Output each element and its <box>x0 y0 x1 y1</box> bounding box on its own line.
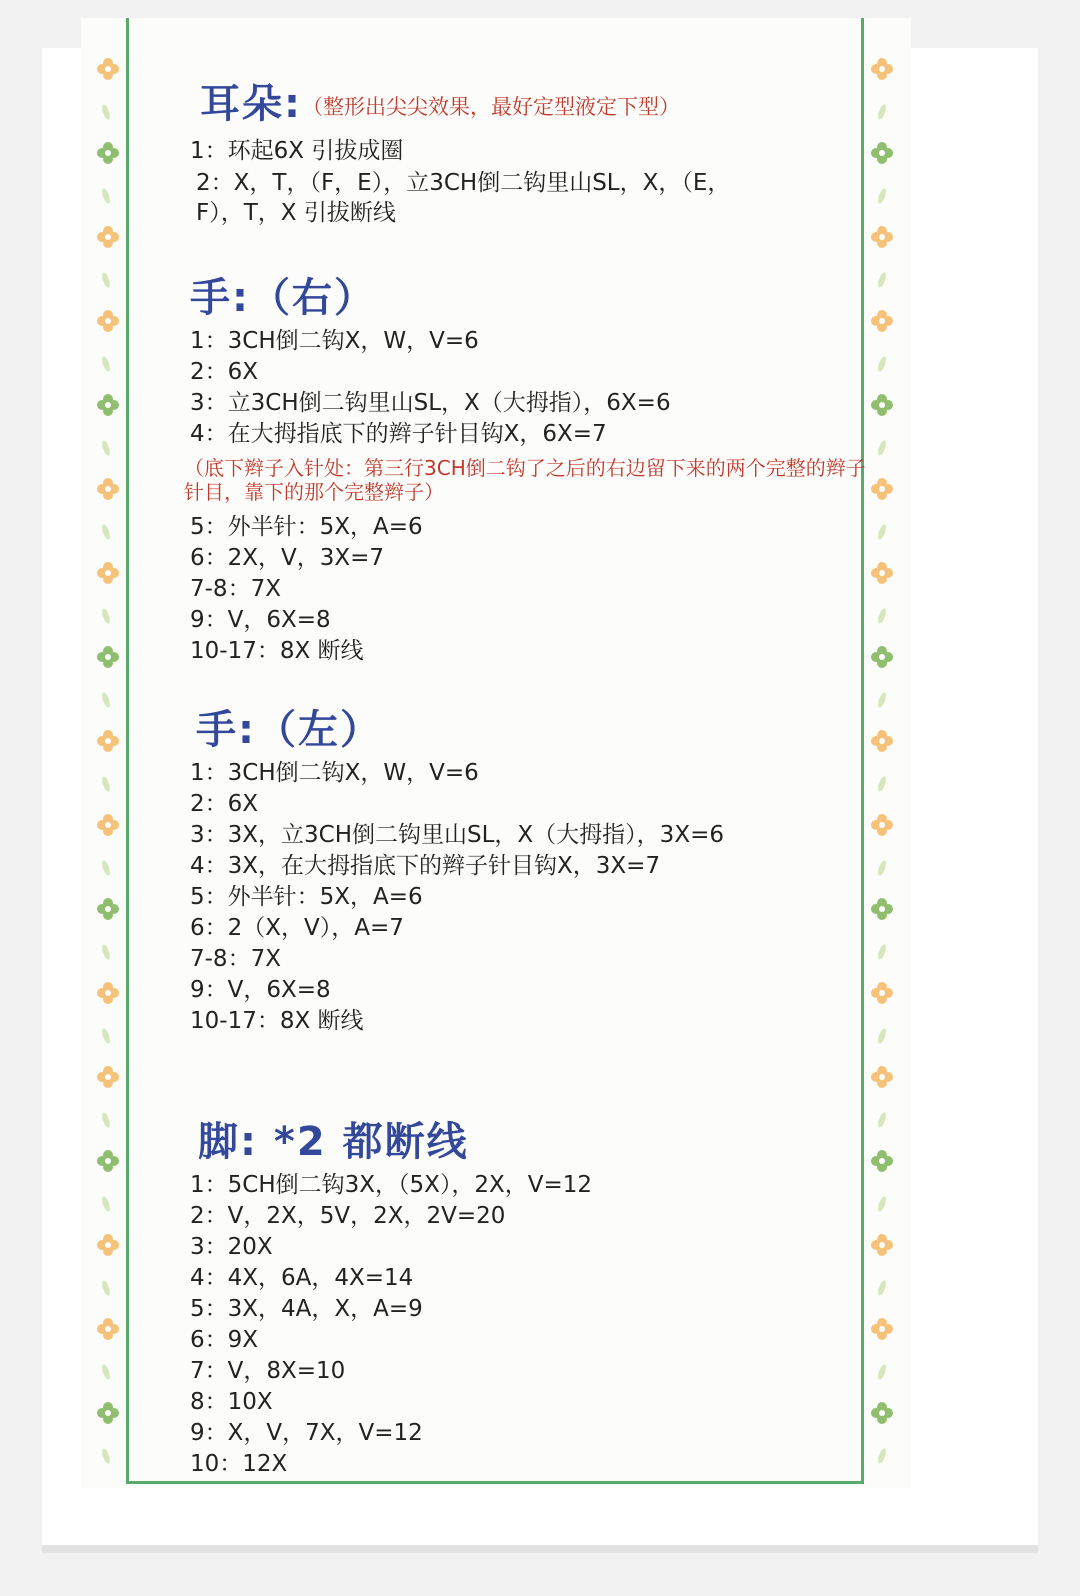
feet-row-3: 3：20X <box>190 1234 273 1260</box>
flower-icon <box>97 58 119 80</box>
leaf-icon <box>876 187 887 204</box>
flower-icon <box>97 730 119 752</box>
leaf-icon <box>100 1363 111 1380</box>
feet-row-10: 10：12X <box>190 1451 288 1477</box>
leaf-icon <box>100 859 111 876</box>
flower-icon <box>97 982 119 1004</box>
leaf-icon <box>876 523 887 540</box>
hand-left-row-3: 3：3X，立3CH倒二钩里山SL，X（大拇指），3X=6 <box>190 822 724 848</box>
flower-icon <box>871 310 893 332</box>
leaf-icon <box>100 1111 111 1128</box>
hand-left-row-9: 10-17：8X 断线 <box>190 1008 364 1034</box>
flower-icon <box>871 646 893 668</box>
feet-row-6: 6：9X <box>190 1327 259 1353</box>
hand-left-heading: 手:（左） <box>196 707 382 753</box>
hand-right-row-3: 3：立3CH倒二钩里山SL，X（大拇指），6X=6 <box>190 390 671 416</box>
ears-note: （整形出尖尖效果，最好定型液定下型） <box>302 95 680 119</box>
leaf-icon <box>876 1447 887 1464</box>
leaf-icon <box>876 691 887 708</box>
flower-icon <box>871 1234 893 1256</box>
flower-icon <box>871 1318 893 1340</box>
leaf-icon <box>876 1363 887 1380</box>
hand-left-row-7: 7-8：7X <box>190 946 281 972</box>
leaf-icon <box>876 439 887 456</box>
flower-icon <box>871 1066 893 1088</box>
leaf-icon <box>100 775 111 792</box>
leaf-icon <box>876 355 887 372</box>
hand-left-row-5: 5：外半针：5X，A=6 <box>190 884 423 910</box>
hand-right-row-8: 9：V，6X=8 <box>190 607 331 633</box>
leaf-icon <box>100 187 111 204</box>
leaf-icon <box>100 355 111 372</box>
ears-row-2: 2：X，T，（F，E），立3CH倒二钩里山SL，X，（E， <box>196 170 731 196</box>
leaf-icon <box>100 691 111 708</box>
leaf-icon <box>876 1111 887 1128</box>
hand-left-row-2: 2：6X <box>190 791 259 817</box>
flower-icon <box>871 730 893 752</box>
flower-icon <box>97 1150 119 1172</box>
hand-right-row-1: 1：3CH倒二钩X，W，V=6 <box>190 328 479 354</box>
hand-left-row-6: 6：2（X，V），A=7 <box>190 915 404 941</box>
flower-icon <box>97 226 119 248</box>
flower-icon <box>871 562 893 584</box>
leaf-icon <box>876 607 887 624</box>
hand-right-row-5: 5：外半针：5X，A=6 <box>190 514 423 540</box>
flower-icon <box>97 1066 119 1088</box>
hand-left-row-1: 1：3CH倒二钩X，W，V=6 <box>190 760 479 786</box>
feet-row-1: 1：5CH倒二钩3X，（5X），2X，V=12 <box>190 1172 593 1198</box>
flower-icon <box>871 982 893 1004</box>
flower-icon <box>97 898 119 920</box>
right-floral-border <box>861 18 911 1488</box>
ears-title: 耳朵: <box>200 81 302 127</box>
hand-right-row-9: 10-17：8X 断线 <box>190 638 364 664</box>
feet-row-5: 5：3X，4A，X，A=9 <box>190 1296 423 1322</box>
hand-right-row-2: 2：6X <box>190 359 259 385</box>
flower-icon <box>871 394 893 416</box>
leaf-icon <box>100 271 111 288</box>
leaf-icon <box>876 859 887 876</box>
flower-icon <box>871 814 893 836</box>
leaf-icon <box>876 1195 887 1212</box>
leaf-icon <box>100 439 111 456</box>
feet-row-2: 2：V，2X，5V，2X，2V=20 <box>190 1203 506 1229</box>
flower-icon <box>871 142 893 164</box>
left-floral-border <box>81 18 131 1488</box>
leaf-icon <box>876 103 887 120</box>
flower-icon <box>97 1402 119 1424</box>
leaf-icon <box>100 607 111 624</box>
leaf-icon <box>876 271 887 288</box>
hand-right-row-6: 6：2X，V，3X=7 <box>190 545 385 571</box>
ears-heading <box>200 72 680 129</box>
leaf-icon <box>876 943 887 960</box>
leaf-icon <box>100 1279 111 1296</box>
leaf-icon <box>876 1027 887 1044</box>
flower-icon <box>97 562 119 584</box>
feet-row-9: 9：X，V，7X，V=12 <box>190 1420 423 1446</box>
flower-icon <box>871 226 893 248</box>
feet-row-4: 4：4X，6A，4X=14 <box>190 1265 414 1291</box>
feet-heading: 脚: *2 都断线 <box>198 1119 469 1165</box>
hand-left-row-8: 9：V，6X=8 <box>190 977 331 1003</box>
hand-right-row-4: 4：在大拇指底下的辫子针目钩X，6X=7 <box>190 421 607 447</box>
hand-left-row-4: 4：3X，在大拇指底下的辫子针目钩X，3X=7 <box>190 853 661 879</box>
flower-icon <box>871 58 893 80</box>
flower-icon <box>97 394 119 416</box>
leaf-icon <box>100 1447 111 1464</box>
leaf-icon <box>100 103 111 120</box>
leaf-icon <box>100 1027 111 1044</box>
flower-icon <box>97 646 119 668</box>
flower-icon <box>871 898 893 920</box>
leaf-icon <box>876 1279 887 1296</box>
flower-icon <box>97 1318 119 1340</box>
hand-right-heading: 手:（右） <box>190 275 376 321</box>
flower-icon <box>97 310 119 332</box>
flower-icon <box>97 814 119 836</box>
flower-icon <box>97 478 119 500</box>
flower-icon <box>97 142 119 164</box>
hand-right-row-7: 7-8：7X <box>190 576 281 602</box>
feet-row-7: 7：V，8X=10 <box>190 1358 346 1384</box>
flower-icon <box>871 1150 893 1172</box>
ears-row-1: 1：环起6X 引拔成圈 <box>190 138 404 164</box>
leaf-icon <box>100 943 111 960</box>
flower-icon <box>97 1234 119 1256</box>
feet-row-8: 8：10X <box>190 1389 273 1415</box>
leaf-icon <box>876 775 887 792</box>
hand-right-note: （底下辫子入针处：第三行3CH倒二钩了之后的右边留下来的两个完整的辫子针目，靠下的那个完整辫子） <box>184 456 866 504</box>
ears-row-3: F），T，X 引拔断线 <box>196 200 396 226</box>
leaf-icon <box>100 523 111 540</box>
leaf-icon <box>100 1195 111 1212</box>
flower-icon <box>871 1402 893 1424</box>
bottom-divider <box>42 1545 1038 1553</box>
